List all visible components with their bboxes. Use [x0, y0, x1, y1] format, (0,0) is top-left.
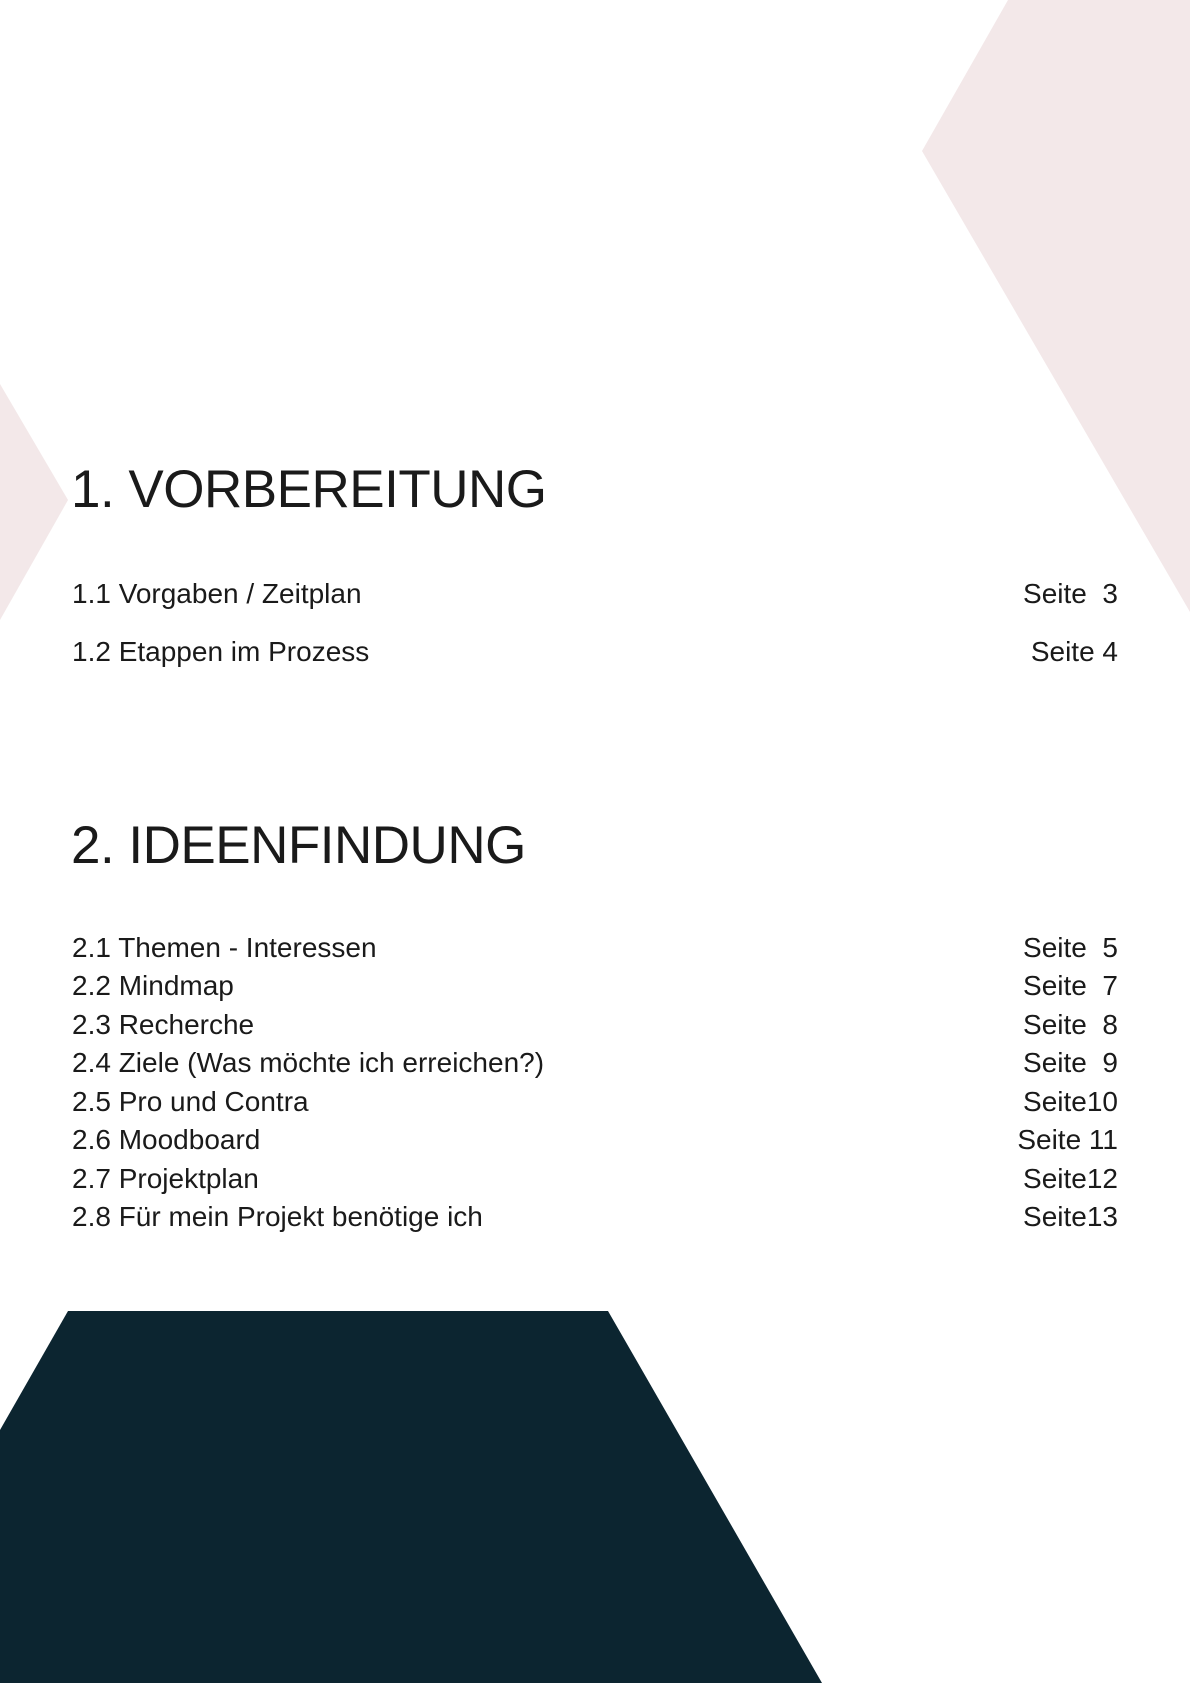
toc-entry[interactable]	[72, 1126, 1118, 1154]
toc-entry-page: Seite10	[1023, 1086, 1118, 1117]
toc-entry[interactable]	[72, 638, 1118, 666]
toc-entry-page: Seite 9	[1023, 1047, 1118, 1078]
toc-entry-label: 2.4 Ziele (Was möchte ich erreichen?)	[72, 1047, 545, 1078]
toc-entry-label: 1.1 Vorgaben / Zeitplan	[72, 578, 362, 609]
toc-entry[interactable]	[72, 1011, 1118, 1039]
toc-entry-label: 1.2 Etappen im Prozess	[72, 636, 370, 667]
toc-entry-label: 2.6 Moodboard	[72, 1124, 261, 1155]
toc-entry-label: 2.3 Recherche	[72, 1009, 255, 1040]
toc-entry-label: 2.8 Für mein Projekt benötige ich	[72, 1201, 483, 1232]
toc-entry-page: Seite13	[1023, 1201, 1118, 1232]
toc-entry-page: Seite 8	[1023, 1009, 1118, 1040]
pink-hexagon-right	[922, 0, 1190, 612]
toc-entry[interactable]	[72, 1049, 1118, 1077]
toc-entry[interactable]	[72, 934, 1118, 962]
toc-entry[interactable]	[72, 580, 1118, 608]
toc-entry-page: Seite 4	[1030, 636, 1118, 667]
dark-hexagon-bottom	[0, 1311, 822, 1683]
section-heading-ideenfindung: 2. IDEENFINDUNG	[71, 816, 526, 875]
toc-entry[interactable]	[72, 1088, 1118, 1116]
toc-entry[interactable]	[72, 972, 1118, 1000]
pink-hexagon-left	[0, 384, 68, 620]
toc-entry-page: Seite12	[1023, 1163, 1118, 1194]
toc-entry-label: 2.1 Themen - Interessen	[72, 932, 377, 963]
toc-entry[interactable]	[72, 1165, 1118, 1193]
toc-entry-page: Seite 11	[1017, 1124, 1118, 1155]
toc-entry-label: 2.5 Pro und Contra	[72, 1086, 309, 1117]
toc-entry-label: 2.7 Projektplan	[72, 1163, 259, 1194]
toc-entry[interactable]	[72, 1203, 1118, 1231]
section-heading-vorbereitung: 1. VORBEREITUNG	[71, 460, 547, 519]
toc-entry-page: Seite 7	[1023, 970, 1118, 1001]
toc-entry-page: Seite 5	[1023, 932, 1118, 963]
toc-entry-page: Seite 3	[1023, 578, 1118, 609]
toc-entry-label: 2.2 Mindmap	[72, 970, 234, 1001]
